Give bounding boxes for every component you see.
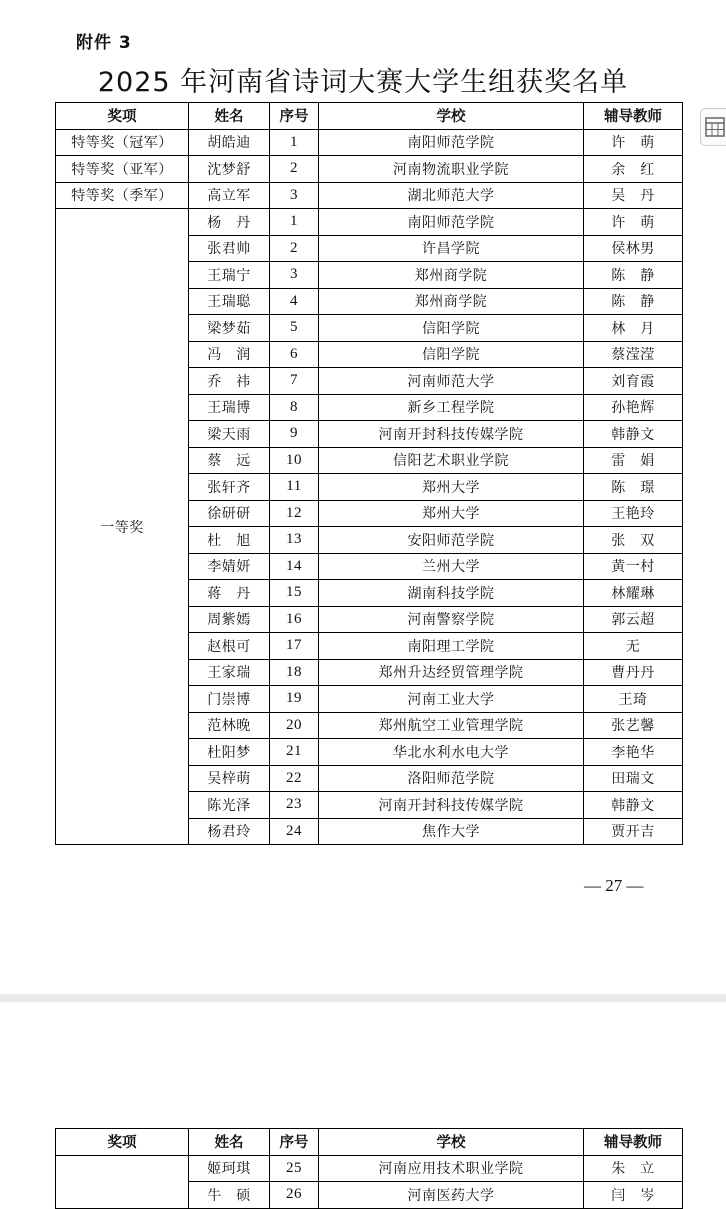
calculator-icon[interactable] <box>700 108 726 146</box>
school-cell: 华北水利水电大学 <box>319 739 584 766</box>
name-cell: 梁天雨 <box>189 421 270 448</box>
name-cell: 蒋 丹 <box>189 580 270 607</box>
school-cell: 河南开封科技传媒学院 <box>319 792 584 819</box>
tutor-cell: 雷 娟 <box>584 447 683 474</box>
seq-cell: 14 <box>270 553 319 580</box>
seq-cell: 6 <box>270 341 319 368</box>
document-title: 2025 年河南省诗词大赛大学生组获奖名单 <box>97 67 629 98</box>
name-cell: 陈光泽 <box>189 792 270 819</box>
school-cell: 湖北师范大学 <box>319 182 584 209</box>
seq-cell: 17 <box>270 633 319 660</box>
header-seq: 序号 <box>270 103 319 130</box>
seq-cell: 1 <box>270 129 319 156</box>
tutor-cell: 林 月 <box>584 315 683 342</box>
seq-cell: 22 <box>270 765 319 792</box>
seq-cell: 11 <box>270 474 319 501</box>
header-seq: 序号 <box>270 1129 319 1156</box>
school-cell: 许昌学院 <box>319 235 584 262</box>
name-cell: 张君帅 <box>189 235 270 262</box>
school-cell: 郑州升达经贸管理学院 <box>319 659 584 686</box>
header-tutor: 辅导教师 <box>584 1129 683 1156</box>
table-row <box>56 182 683 209</box>
name-cell: 蔡 远 <box>189 447 270 474</box>
seq-cell: 3 <box>270 182 319 209</box>
tutor-cell: 韩静文 <box>584 421 683 448</box>
name-cell: 张轩齐 <box>189 474 270 501</box>
school-cell: 郑州大学 <box>319 474 584 501</box>
table-header-row <box>56 1129 683 1156</box>
tutor-cell: 刘育霞 <box>584 368 683 395</box>
name-cell: 门崇博 <box>189 686 270 713</box>
award-cell-first-prize: 一等奖 <box>56 209 189 845</box>
seq-cell: 8 <box>270 394 319 421</box>
awards-table <box>55 102 683 845</box>
seq-cell: 2 <box>270 156 319 183</box>
seq-cell: 7 <box>270 368 319 395</box>
name-cell: 杜阳梦 <box>189 739 270 766</box>
tutor-cell: 郭云超 <box>584 606 683 633</box>
name-cell: 胡皓迪 <box>189 129 270 156</box>
tutor-cell: 王艳玲 <box>584 500 683 527</box>
seq-cell: 9 <box>270 421 319 448</box>
header-award: 奖项 <box>56 1129 189 1156</box>
school-cell: 郑州航空工业管理学院 <box>319 712 584 739</box>
seq-cell: 23 <box>270 792 319 819</box>
seq-cell: 12 <box>270 500 319 527</box>
tutor-cell: 侯林男 <box>584 235 683 262</box>
tutor-cell: 朱 立 <box>584 1155 683 1182</box>
award-cell-continued <box>56 1155 189 1208</box>
tutor-cell: 陈 静 <box>584 262 683 289</box>
tutor-cell: 李艳华 <box>584 739 683 766</box>
tutor-cell: 林耀琳 <box>584 580 683 607</box>
name-cell: 吴梓萌 <box>189 765 270 792</box>
name-cell: 乔 祎 <box>189 368 270 395</box>
school-cell: 河南警察学院 <box>319 606 584 633</box>
school-cell: 河南物流职业学院 <box>319 156 584 183</box>
name-cell: 高立军 <box>189 182 270 209</box>
school-cell: 兰州大学 <box>319 553 584 580</box>
name-cell: 周紫嫣 <box>189 606 270 633</box>
seq-cell: 18 <box>270 659 319 686</box>
tutor-cell: 黄一村 <box>584 553 683 580</box>
table-header-row <box>56 103 683 130</box>
seq-cell: 20 <box>270 712 319 739</box>
table-row <box>56 1155 683 1182</box>
table-row <box>56 209 683 236</box>
school-cell: 信阳学院 <box>319 341 584 368</box>
school-cell: 安阳师范学院 <box>319 527 584 554</box>
name-cell: 王瑞聪 <box>189 288 270 315</box>
school-cell: 南阳师范学院 <box>319 209 584 236</box>
seq-cell: 16 <box>270 606 319 633</box>
seq-cell: 3 <box>270 262 319 289</box>
tutor-cell: 许 萌 <box>584 129 683 156</box>
tutor-cell: 王琦 <box>584 686 683 713</box>
tutor-cell: 孙艳辉 <box>584 394 683 421</box>
tutor-cell: 韩静文 <box>584 792 683 819</box>
header-name: 姓名 <box>189 103 270 130</box>
header-award: 奖项 <box>56 103 189 130</box>
school-cell: 河南医药大学 <box>319 1182 584 1209</box>
school-cell: 焦作大学 <box>319 818 584 845</box>
school-cell: 郑州大学 <box>319 500 584 527</box>
header-name: 姓名 <box>189 1129 270 1156</box>
name-cell: 王瑞宁 <box>189 262 270 289</box>
tutor-cell: 吴 丹 <box>584 182 683 209</box>
seq-cell: 5 <box>270 315 319 342</box>
tutor-cell: 曹丹丹 <box>584 659 683 686</box>
header-school: 学校 <box>319 1129 584 1156</box>
header-school: 学校 <box>319 103 584 130</box>
school-cell: 洛阳师范学院 <box>319 765 584 792</box>
seq-cell: 13 <box>270 527 319 554</box>
name-cell: 冯 润 <box>189 341 270 368</box>
seq-cell: 19 <box>270 686 319 713</box>
seq-cell: 21 <box>270 739 319 766</box>
tutor-cell: 蔡滢滢 <box>584 341 683 368</box>
tutor-cell: 田瑞文 <box>584 765 683 792</box>
seq-cell: 15 <box>270 580 319 607</box>
name-cell: 杨 丹 <box>189 209 270 236</box>
tutor-cell: 许 萌 <box>584 209 683 236</box>
tutor-cell: 余 红 <box>584 156 683 183</box>
tutor-cell: 陈 璟 <box>584 474 683 501</box>
name-cell: 梁梦茹 <box>189 315 270 342</box>
name-cell: 王家瑞 <box>189 659 270 686</box>
tutor-cell: 无 <box>584 633 683 660</box>
award-cell: 特等奖（亚军） <box>56 156 189 183</box>
award-cell: 特等奖（季军） <box>56 182 189 209</box>
name-cell: 姬珂琪 <box>189 1155 270 1182</box>
school-cell: 信阳艺术职业学院 <box>319 447 584 474</box>
name-cell: 范林晚 <box>189 712 270 739</box>
school-cell: 郑州商学院 <box>319 288 584 315</box>
seq-cell: 4 <box>270 288 319 315</box>
name-cell: 杨君玲 <box>189 818 270 845</box>
seq-cell: 10 <box>270 447 319 474</box>
name-cell: 牛 硕 <box>189 1182 270 1209</box>
attachment-label: 附件 3 <box>76 33 132 53</box>
name-cell: 赵根可 <box>189 633 270 660</box>
seq-cell: 26 <box>270 1182 319 1209</box>
table-row <box>56 129 683 156</box>
tutor-cell: 贾开吉 <box>584 818 683 845</box>
awards-table-continued <box>55 1128 683 1209</box>
school-cell: 新乡工程学院 <box>319 394 584 421</box>
seq-cell: 2 <box>270 235 319 262</box>
name-cell: 王瑞博 <box>189 394 270 421</box>
seq-cell: 25 <box>270 1155 319 1182</box>
header-tutor: 辅导教师 <box>584 103 683 130</box>
name-cell: 杜 旭 <box>189 527 270 554</box>
seq-cell: 24 <box>270 818 319 845</box>
school-cell: 河南师范大学 <box>319 368 584 395</box>
school-cell: 河南应用技术职业学院 <box>319 1155 584 1182</box>
name-cell: 徐研研 <box>189 500 270 527</box>
award-cell: 特等奖（冠军） <box>56 129 189 156</box>
page-separator <box>0 994 726 1002</box>
school-cell: 郑州商学院 <box>319 262 584 289</box>
school-cell: 南阳师范学院 <box>319 129 584 156</box>
tutor-cell: 闫 岑 <box>584 1182 683 1209</box>
school-cell: 信阳学院 <box>319 315 584 342</box>
name-cell: 沈梦舒 <box>189 156 270 183</box>
table-row <box>56 156 683 183</box>
seq-cell: 1 <box>270 209 319 236</box>
school-cell: 湖南科技学院 <box>319 580 584 607</box>
tutor-cell: 张艺馨 <box>584 712 683 739</box>
school-cell: 南阳理工学院 <box>319 633 584 660</box>
school-cell: 河南工业大学 <box>319 686 584 713</box>
name-cell: 李婧妍 <box>189 553 270 580</box>
school-cell: 河南开封科技传媒学院 <box>319 421 584 448</box>
tutor-cell: 张 双 <box>584 527 683 554</box>
page-number: — 27 — <box>584 876 644 895</box>
tutor-cell: 陈 静 <box>584 288 683 315</box>
